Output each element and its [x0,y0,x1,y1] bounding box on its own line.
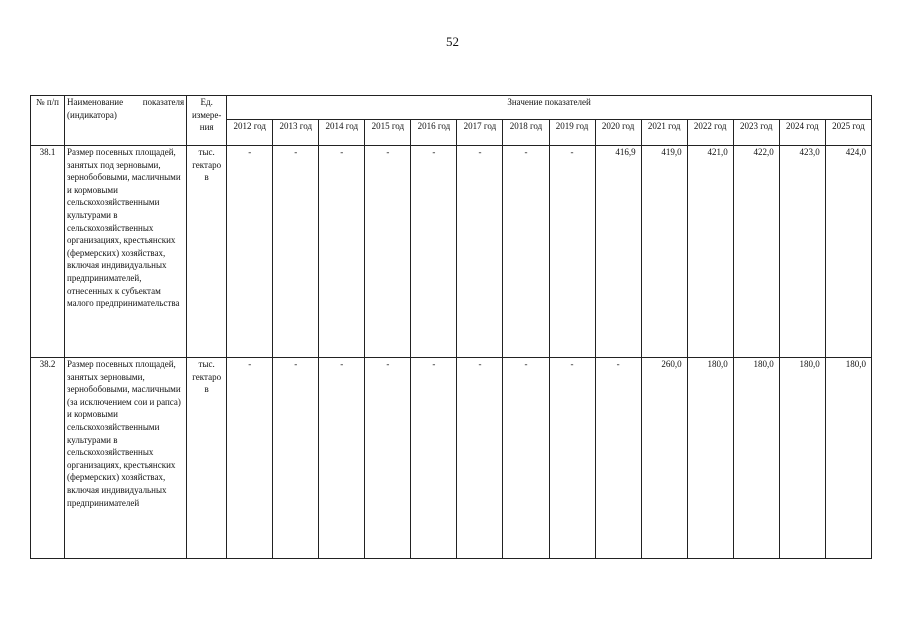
header-unit: Ед. измере-ния [187,96,227,146]
value-cell: - [273,358,319,559]
value-cell: - [457,358,503,559]
table-header [31,96,872,146]
year-header: 2023 год [733,120,779,146]
value-cell: 419,0 [641,146,687,358]
table-row [31,146,872,358]
value-cell: - [273,146,319,358]
page-number: 52 [446,34,459,49]
value-cell: - [319,358,365,559]
value-cell: - [411,146,457,358]
header-values-group: Значение показателей [227,96,872,120]
indicator-name: Размер посевных площадей, занятых зерновыми, зернобобовыми, масличными (за исключением сои и рапса) и кормовыми сельскохозяйственными культурами в сельскохозяйственных организациях, крестьянских (фермерских) хозяйствах, включая индивидуальных предпринимателей [65,358,187,559]
value-cell: 180,0 [687,358,733,559]
header-number: № п/п [31,96,65,146]
value-cell: - [365,358,411,559]
year-header: 2022 год [687,120,733,146]
row-number: 38.2 [31,358,65,559]
value-cell: 260,0 [641,358,687,559]
year-header: 2025 год [825,120,871,146]
value-cell: - [595,358,641,559]
value-cell: 180,0 [779,358,825,559]
year-header: 2012 год [227,120,273,146]
indicators-table [30,95,872,559]
unit-cell: тыс. гектаро в [187,358,227,559]
value-cell: 424,0 [825,146,871,358]
value-cell: - [227,358,273,559]
value-cell: 422,0 [733,146,779,358]
value-cell: 421,0 [687,146,733,358]
year-header: 2016 год [411,120,457,146]
value-cell: - [457,146,503,358]
year-header: 2015 год [365,120,411,146]
year-header: 2021 год [641,120,687,146]
value-cell: - [503,146,549,358]
value-cell: - [227,146,273,358]
value-cell: - [549,146,595,358]
value-cell: - [503,358,549,559]
year-header: 2020 год [595,120,641,146]
year-header: 2019 год [549,120,595,146]
year-header: 2017 год [457,120,503,146]
value-cell: 180,0 [733,358,779,559]
year-header: 2018 год [503,120,549,146]
table-body [31,146,872,559]
value-cell: 416,9 [595,146,641,358]
unit-cell: тыс. гектаро в [187,146,227,358]
header-indicator-name: Наименование показателя (индикатора) [65,96,187,146]
year-header: 2013 год [273,120,319,146]
value-cell: - [549,358,595,559]
value-cell: - [319,146,365,358]
value-cell: - [411,358,457,559]
value-cell: 180,0 [825,358,871,559]
indicator-name: Размер посевных площадей, занятых под зерновыми, зернобобовыми, масличными и кормовыми сельскохозяйственными культурами в сельскохозяйственных организациях, крестьянских (фермерских) хозяйствах, включая индивидуальных предпринимателей, отнесенных к субъектам малого предпринимательства [65,146,187,358]
year-header: 2014 год [319,120,365,146]
table-row [31,358,872,559]
value-cell: 423,0 [779,146,825,358]
year-header: 2024 год [779,120,825,146]
row-number: 38.1 [31,146,65,358]
value-cell: - [365,146,411,358]
